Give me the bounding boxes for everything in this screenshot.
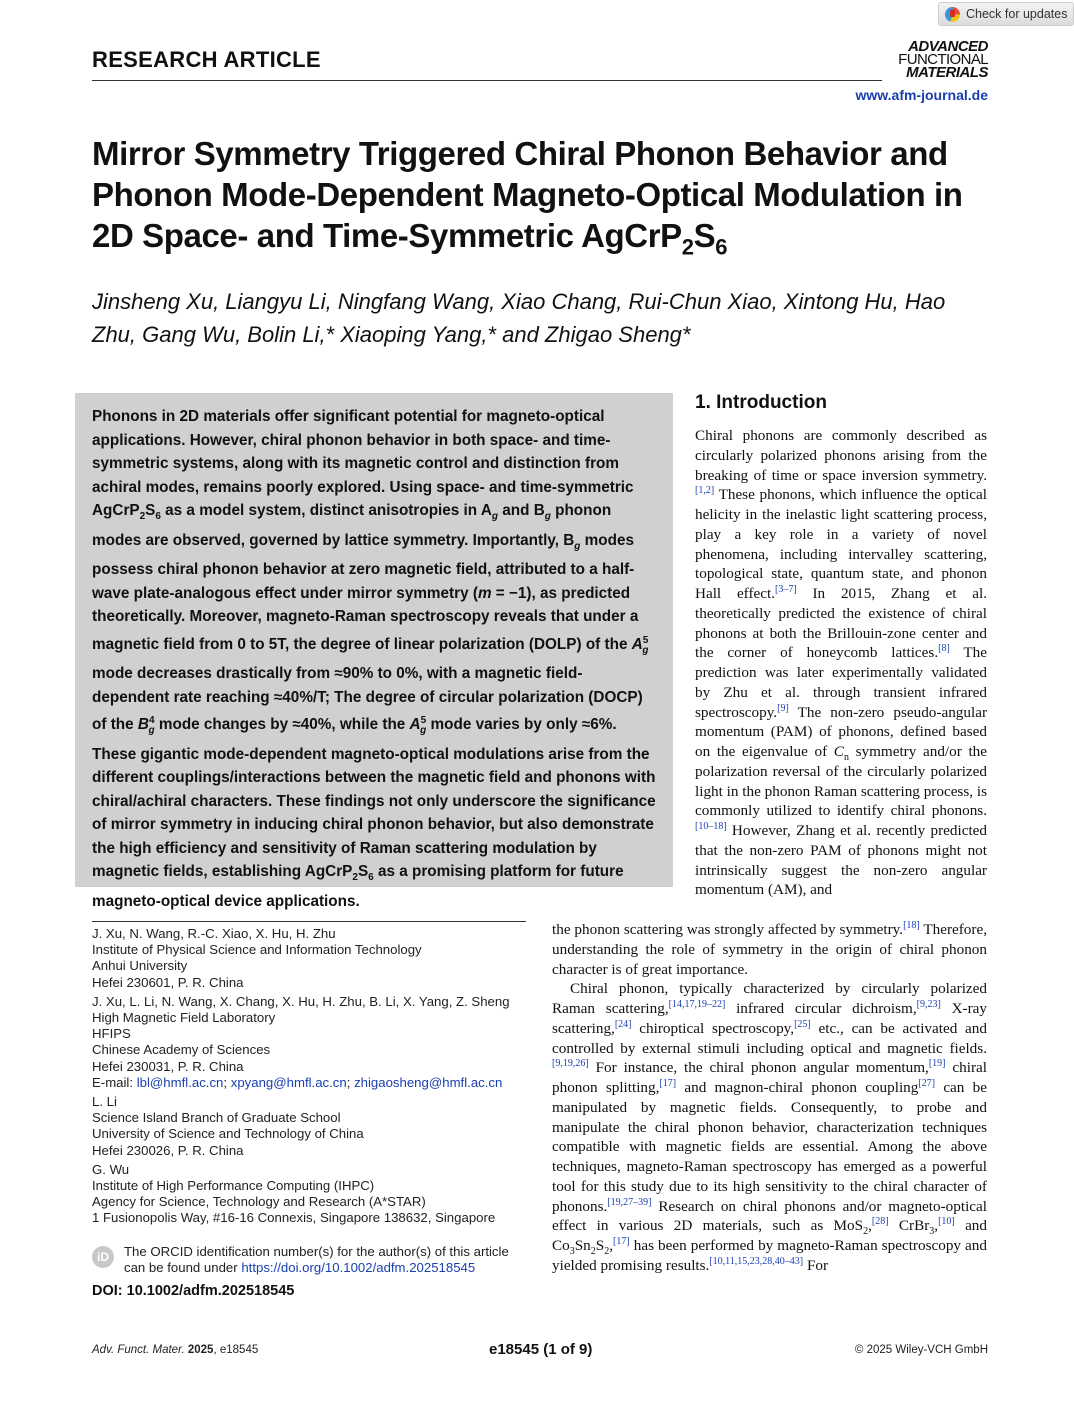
journal-logo bbox=[884, 40, 988, 79]
paragraph-1: Chiral phonons are commonly described as circularly polarized phonons arising from the breaking of time or space inversion symmetry.[1,2] These phonons, which influence the optical helicity in the inelastic light scattering process, play a key role in a variety of novel phenomena, including intervalley scattering, topological state, quantum state, and phonon Hall effect.[3–7] In 2015, Zhang et al. theoretically predicted the existence of chiral phonons at both the Brillouin-zone center and the corner of honeycomb lattices.[8] The prediction was later experimentally validated by Zhu et al. through transient infrared spectroscopy.[9] The non-zero pseudo-angular momentum (PAM) of phonons, defined based on the eigenvalue of $C_n$ symmetry and/or the polarization reversal of the circularly polarized light in the phonon Raman scattering process, is commonly utilized to identify chiral phonons.[10–18] However, Zhang et al. recently predicted that the non-zero PAM of phonons might not intrinsically suggest the non-zero angular momentum (AM), and bbox=[695, 427, 988, 899]
page-number: e18545 (1 of 9) bbox=[489, 1341, 593, 1358]
citation-link[interactable]: [17] bbox=[659, 1078, 677, 1089]
affiliation-block: L. Li Science Island Branch of Graduate School University of Science and Technology of China Hefei 230026, P. R. China bbox=[92, 1094, 364, 1158]
affiliation-block: J. Xu, L. Li, N. Wang, X. Chang, X. Hu, H. Zhu, B. Li, X. Yang, Z. Sheng High Magnetic Field Laboratory HFIPS Chinese Academy of Sciences Hefei 230031, P. R. China E-mail: lbl@hmfl.ac.cn; xpyang@hmfl.ac.cn; zhigaosheng@hmfl.ac.cn bbox=[92, 994, 532, 1091]
citation-link[interactable]: [3–7] bbox=[775, 584, 797, 595]
header-divider bbox=[92, 80, 882, 81]
affiliations bbox=[92, 926, 532, 1230]
citation-link[interactable]: [28] bbox=[871, 1216, 889, 1228]
email-link[interactable]: zhigaosheng@hmfl.ac.cn bbox=[354, 1074, 503, 1090]
orcid-text: The ORCID identification number(s) for the author(s) of this article can be found under https://doi.org/10.1002/adfm.202518545 bbox=[124, 1244, 509, 1275]
title-subscript: 2 bbox=[681, 234, 694, 260]
citation-link[interactable]: [1,2] bbox=[695, 485, 715, 497]
journal-logo-line: FUNCTIONAL bbox=[898, 51, 988, 68]
citation-link[interactable]: [9] bbox=[777, 702, 789, 714]
introduction-paragraph bbox=[552, 920, 987, 1276]
citation-link[interactable]: [10,11,15,23,28,40–43] bbox=[709, 1255, 804, 1267]
citation-link[interactable]: [10] bbox=[938, 1216, 955, 1228]
section-heading-introduction: 1. Introduction bbox=[695, 392, 827, 413]
email-line: E-mail: lbl@hmfl.ac.cn; xpyang@hmfl.ac.cn; zhigaosheng@hmfl.ac.cn bbox=[92, 1074, 503, 1090]
citation-link[interactable]: [27] bbox=[918, 1078, 936, 1089]
check-for-updates-button[interactable] bbox=[938, 2, 1074, 26]
journal-logo-line: MATERIALS bbox=[906, 64, 988, 81]
citation-link[interactable]: [9,23] bbox=[916, 999, 941, 1010]
citation-link[interactable]: [8] bbox=[938, 643, 950, 655]
orcid-icon: iD bbox=[92, 1246, 114, 1268]
affiliation-block: G. Wu Institute of High Performance Computing (IHPC) Agency for Science, Technology and Research (A*STAR) 1 Fusionopolis Way, #16-16 Connexis, Singapore 138632, Singapore bbox=[92, 1161, 496, 1226]
title-subscript: 6 bbox=[715, 234, 728, 260]
author-list: Jinsheng Xu, Liangyu Li, Ningfang Wang, Xiao Chang, Rui-Chun Xiao, Xintong Hu, Hao Zhu, Gang Wu, Bolin Li,* Xiaoping Yang,* and Zhigao Sheng* bbox=[92, 289, 946, 347]
citation-link[interactable]: [14,17,19–22] bbox=[668, 999, 726, 1010]
footer-citation: Adv. Funct. Mater. 2025, e18545 bbox=[92, 1344, 259, 1356]
title-text: Mirror Symmetry Triggered Chiral Phonon Behavior and Phonon Mode-Dependent Magneto-Optical Modulation in 2D Space- and Time-Symmetric AgCrP bbox=[92, 135, 963, 254]
crossmark-icon bbox=[945, 7, 960, 22]
article-title bbox=[92, 133, 992, 260]
paragraph-1-continued: the phonon scattering was strongly affected by symmetry.[18] Therefore, understanding the role of symmetry in the origin of chiral phonon character is of great importance. bbox=[552, 920, 987, 978]
copyright: © 2025 Wiley-VCH GmbH bbox=[854, 1344, 988, 1356]
citation-link[interactable]: [18] bbox=[903, 920, 920, 931]
email-link[interactable]: xpyang@hmfl.ac.cn bbox=[230, 1074, 347, 1090]
title-text: S bbox=[693, 217, 716, 254]
affiliation-block: J. Xu, N. Wang, R.-C. Xiao, X. Hu, H. Zhu Institute of Physical Science and Information Technology Anhui University Hefei 230601, P. R. China bbox=[92, 926, 422, 990]
abstract-text: Phonons in 2D materials offer significant potential for magneto-optical applications. However, chiral phonon behavior in both space- and time-symmetric systems, along with its magnetic control and distinction from achiral modes, remains poorly explored. Using space- and time-symmetric $AgCrP_2S_6$ as a model system, distinct anisotropies in $A_g$ and $B_g$ phonon modes are observed, governed by lattice symmetry. Importantly, $B_g$ modes possess chiral phonon behavior at zero magnetic field, attributed to a half-wave plate-analogous effect under mirror symmetry (m = −1), as predicted theoretically. Moreover, magneto-Raman spectroscopy reveals that under a magnetic field from 0 to 5T, the degree of linear polarization (DOLP) of the $A^5_g$ mode decreases drastically from ≈90% to 0%, with a magnetic field-dependent rate reaching ≈40%/T; The degree of circular polarization (DOCP) of the $B^4_g$ mode changes by ≈40%, while the $A^5_g$ mode varies by only ≈6%. These gigantic mode-dependent magneto-optical modulations arise from the different couplings/interactions between the magnetic field and phonons with chiral/achiral characters. These findings not only underscore the significance of mirror symmetry in inducing chiral phonon behavior, but also demonstrate the high efficiency and sensitivity of Raman scattering modulation by magnetic fields, establishing $AgCrP_2S_6$ as a promising platform for future magneto-optical device applications. bbox=[92, 408, 656, 910]
journal-url-link[interactable]: www.afm-journal.de bbox=[855, 87, 988, 103]
journal-logo-line: ADVANCED bbox=[908, 38, 988, 55]
email-link[interactable]: lbl@hmfl.ac.cn bbox=[136, 1074, 224, 1090]
check-for-updates-label: Check for updates bbox=[966, 7, 1068, 21]
citation-link[interactable]: [19,27–39] bbox=[607, 1196, 652, 1208]
citation-link[interactable]: [19] bbox=[928, 1058, 946, 1070]
section-label: RESEARCH ARTICLE bbox=[92, 47, 321, 72]
citation-link[interactable]: [9,19,26] bbox=[552, 1058, 589, 1070]
doi-label: DOI: 10.1002/adfm.202518545 bbox=[92, 1283, 295, 1299]
citation-link[interactable]: [25] bbox=[794, 1018, 811, 1030]
abstract-box bbox=[75, 393, 673, 910]
orcid-doi-link[interactable]: https://doi.org/10.1002/adfm.202518545 bbox=[241, 1260, 476, 1275]
citation-link[interactable]: [17] bbox=[613, 1236, 630, 1247]
citation-link[interactable]: [10–18] bbox=[695, 821, 727, 832]
introduction-paragraph bbox=[695, 426, 987, 900]
orcid-note bbox=[92, 1244, 532, 1276]
paragraph-2: Chiral phonon, typically characterized by circularly polarized Raman scattering,[14,17,19–22] infrared circular dichroism,[9,23] X-ray scattering,[24] chiroptical spectroscopy,[25] etc., can be activated and controlled by external stimuli including optical and magnetic fields.[9,19,26] For instance, the chiral phonon angular momentum,[19] chiral phonon splitting,[17] and magnon-chiral phonon coupling[27] can be manipulated by magnetic fields. Consequently, to probe and manipulate the chiral phonon behavior, characterization techniques compatible with magnetic fields are essential. Among the above techniques, magneto-Raman spectroscopy has emerged as a powerful tool for this study due to its high sensitivity to the chiral character of phonons.[19,27–39] Research on chiral phonons and/or magneto-optical effect in various 2D materials, such as MoS$_2$,[28] CrBr$_3$,[10] and $Co_3Sn_2S_2,[17]$ has been performed by magneto-Raman spectroscopy and yielded promising results.[10,11,15,23,28,40–43] For bbox=[552, 980, 987, 1274]
citation-link[interactable]: [24] bbox=[614, 1018, 632, 1030]
affiliations-divider bbox=[92, 921, 526, 922]
